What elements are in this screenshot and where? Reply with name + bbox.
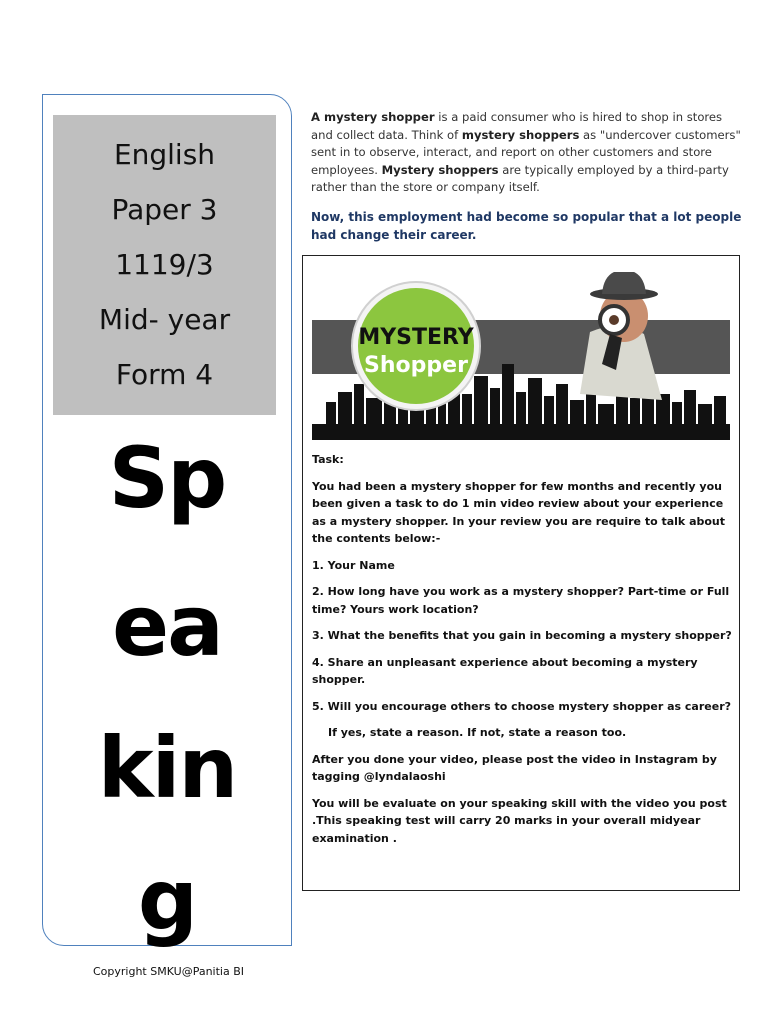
post-instruction: After you done your video, please post the video in Instagram by tagging @lyndalaoshi: [312, 752, 717, 783]
copyright-text: Copyright SMKU@Panitia BI: [93, 965, 244, 978]
task-item-5: 5. Will you encourage others to choose mystery shopper as career?: [312, 699, 732, 713]
task-heading: Task:: [312, 453, 344, 466]
intro-text-1: is a paid consumer who is hired to shop in stores and collect data. Think of: [311, 110, 723, 142]
task-item-2: 2. How long have you work as a mystery shopper? Part-time or Full time? Yours work location?: [312, 585, 730, 616]
intro-term: A mystery shopper: [311, 110, 435, 124]
evaluation-note: You will be evaluate on your speaking skill with the video you post .This speaking test will carry 20 marks in your overall midyear examination .: [312, 796, 727, 845]
speaking-word-part-4: g: [137, 851, 197, 949]
paper-info-box: [53, 115, 276, 415]
task-item-1: 1. Your Name: [312, 558, 395, 572]
task-content: [312, 451, 732, 856]
badge-text-bottom: Shopper: [364, 353, 468, 378]
code-label: 1119/3: [115, 248, 214, 281]
intro-text-2: as "undercover customers" sent in to observe, interact, and report on other customers and store employees.: [311, 127, 741, 177]
intro-highlight: Now, this employment had become so popular that a lot people had change their career.: [311, 210, 742, 242]
task-item-3: 3. What the benefits that you gain in becoming a mystery shopper?: [312, 629, 732, 642]
intro-term-3: Mystery shoppers: [381, 162, 499, 177]
mystery-shopper-badge: [352, 282, 480, 410]
form-label: Form 4: [115, 358, 214, 391]
speaking-word-part-1: Sp: [108, 429, 226, 527]
badge-text-top: MYSTERY: [358, 325, 474, 350]
speaking-word-part-3: kin: [97, 719, 237, 817]
exam-label: Mid- year: [98, 303, 231, 336]
task-followup: If yes, state a reason. If not, state a reason too.: [328, 726, 627, 739]
intro-text-3: are typically employed by a third-party rather than the store or company itself.: [311, 162, 729, 194]
intro-term-2: mystery shoppers: [461, 127, 580, 142]
paper-label: Paper 3: [111, 193, 218, 226]
task-box: [302, 255, 740, 891]
speaking-word-part-2: ea: [112, 577, 222, 675]
subject-label: English: [113, 138, 216, 171]
task-item-4: 4. Share an unpleasant experience about becoming a mystery shopper.: [312, 655, 698, 686]
task-description: You had been a mystery shopper for few months and recently you been given a task to do 1 min video review about your experience as a mystery shopper. In your review you are require to talk about the contents below:-: [312, 479, 726, 545]
mystery-shopper-banner: [312, 272, 730, 440]
intro-paragraph: [311, 109, 743, 197]
